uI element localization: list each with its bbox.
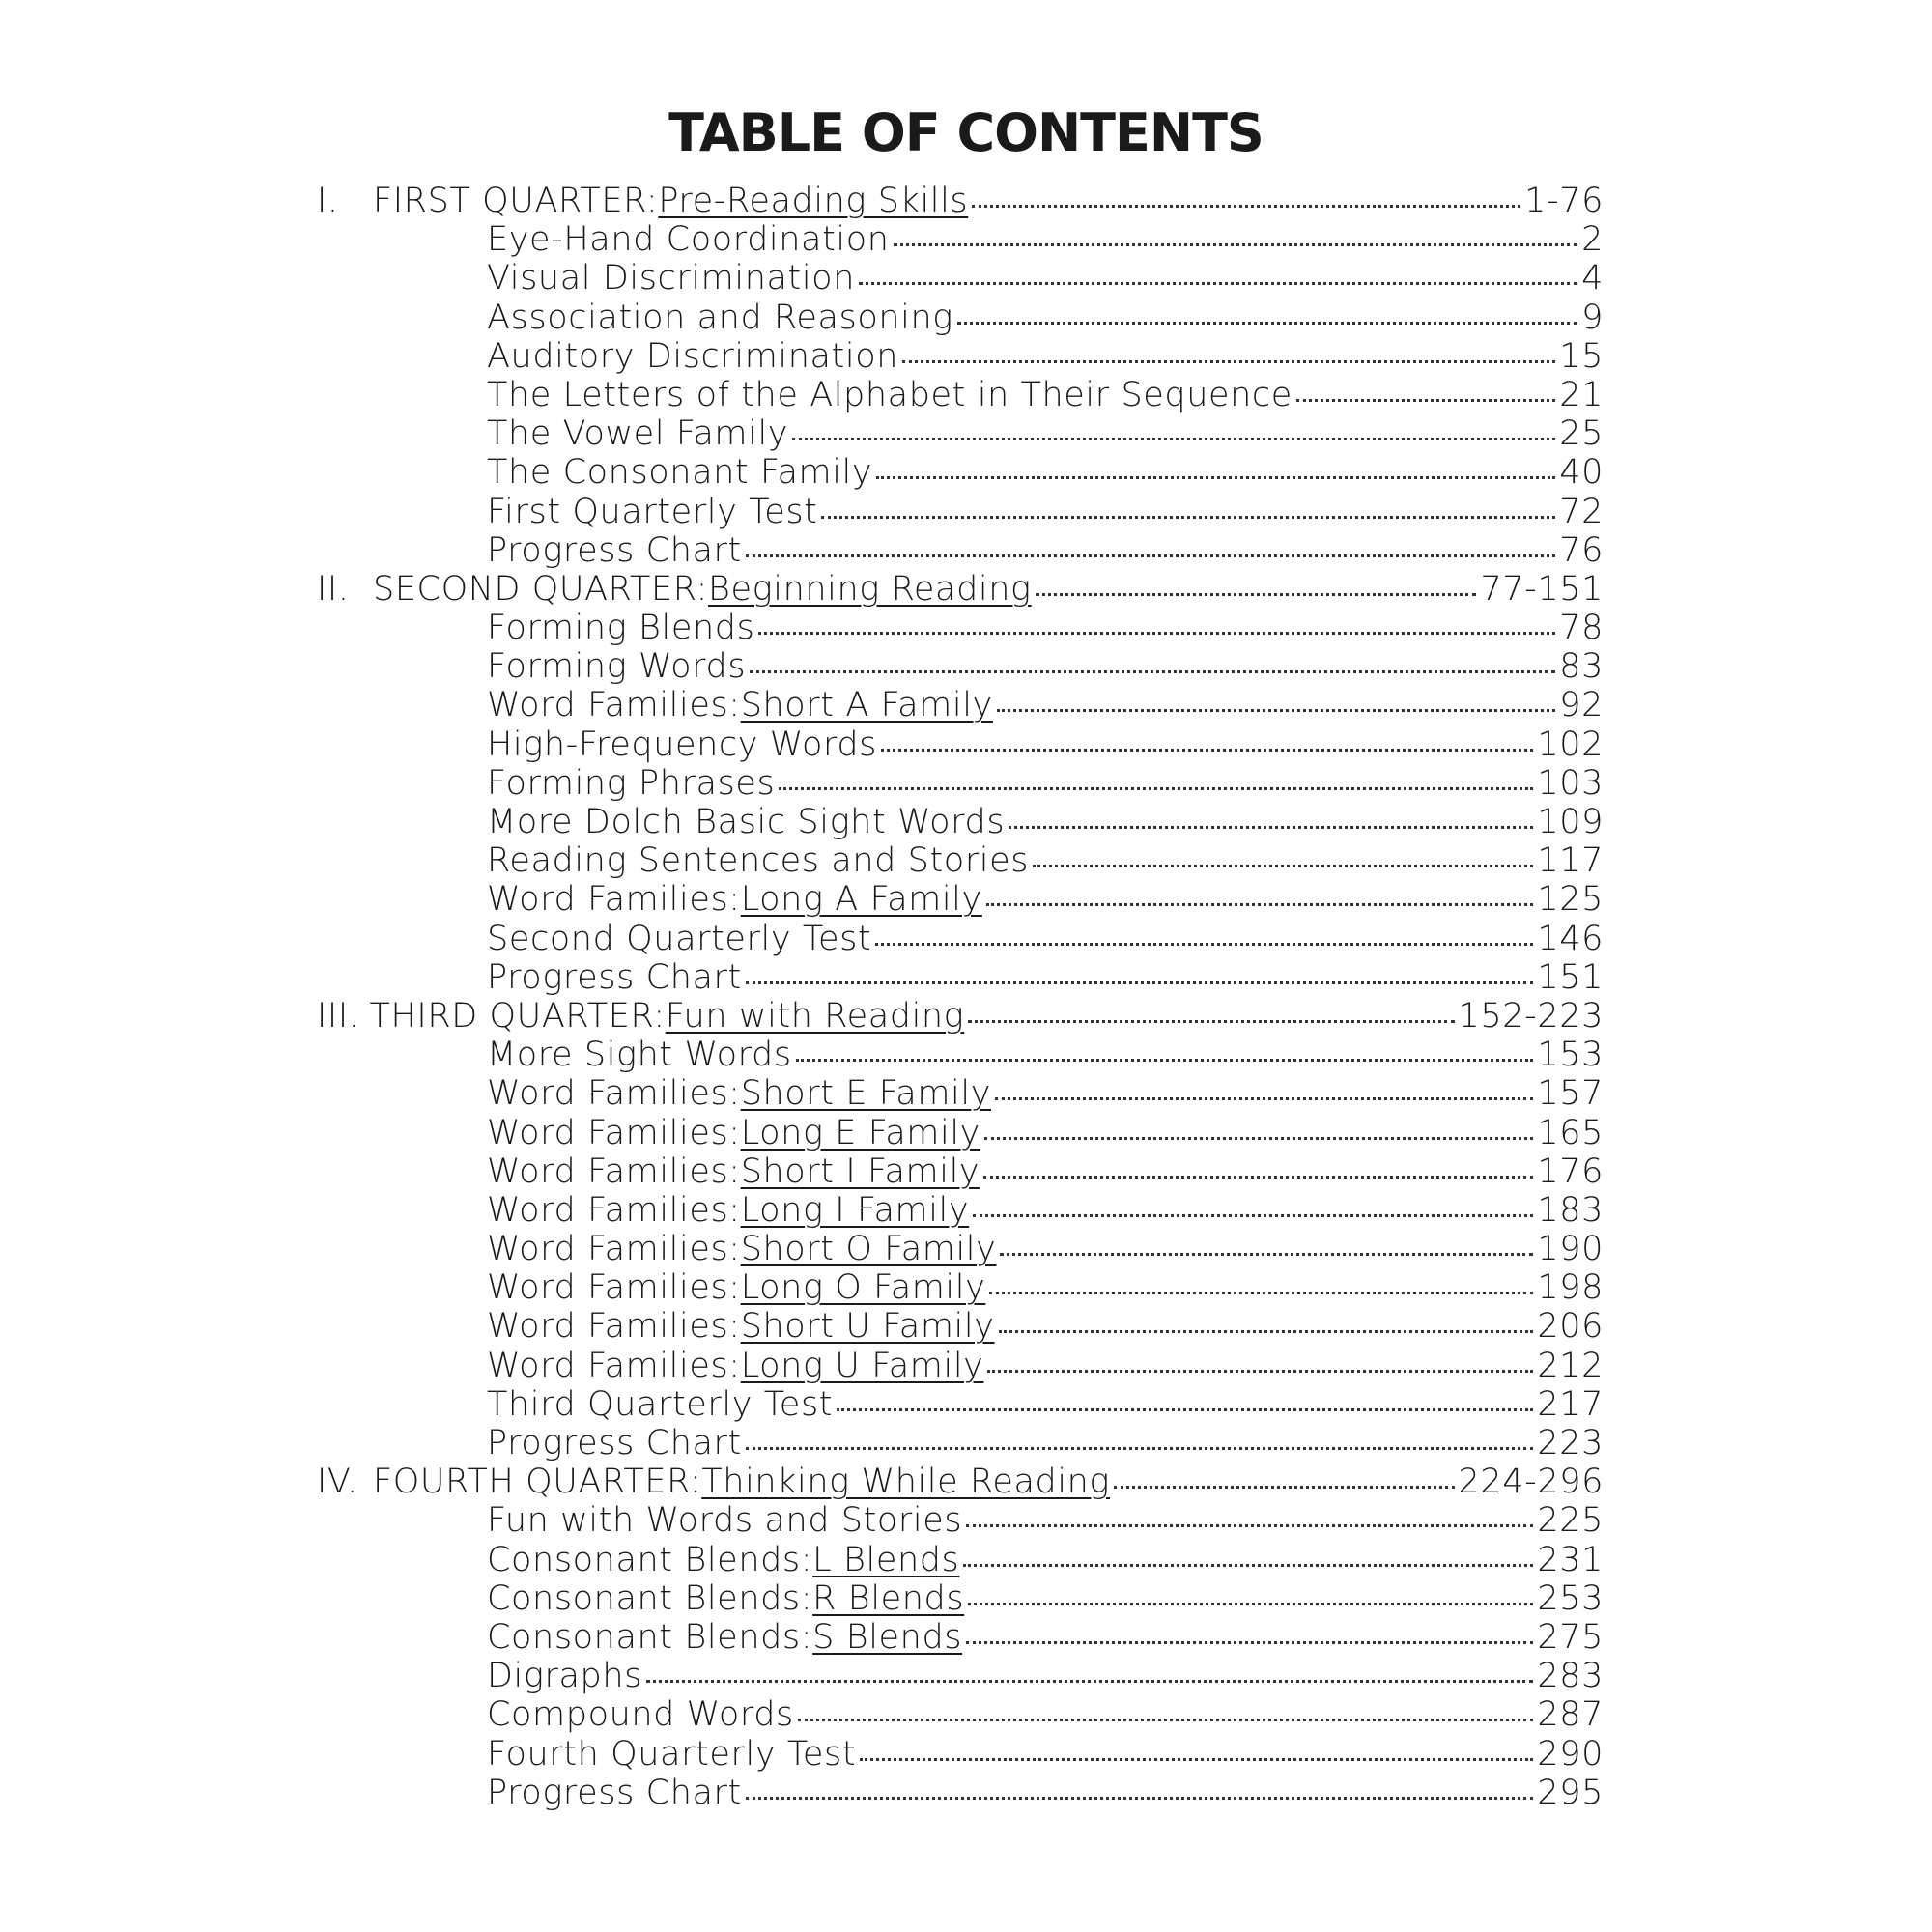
entry-title: Eye-Hand Coordination [487, 220, 890, 260]
page-number: 109 [1537, 803, 1604, 841]
page-number: 157 [1537, 1074, 1604, 1114]
page-number: 287 [1537, 1695, 1604, 1735]
entry-title: Forming Phrases [487, 763, 776, 803]
toc-entry [317, 1617, 1604, 1656]
toc-entry [317, 957, 1604, 996]
toc-entry [317, 336, 1604, 375]
toc-entry [317, 1423, 1604, 1462]
entry-title: Word Families: [487, 1190, 741, 1230]
entry-underlined-title: S Blends [812, 1617, 963, 1657]
entry-title: Word Families: [487, 1307, 741, 1347]
toc-entry [317, 840, 1604, 879]
page-number: 103 [1537, 763, 1604, 803]
dot-leader [986, 879, 1534, 910]
entry-title: Fourth Quarterly Test [487, 1734, 857, 1774]
entry-underlined-title: Long I Family [740, 1190, 970, 1230]
entry-title: Word Families: [487, 1268, 741, 1308]
page-number: 290 [1537, 1734, 1604, 1774]
toc-entry [317, 530, 1604, 569]
toc-section-heading [317, 181, 1604, 219]
dot-leader [1009, 802, 1533, 833]
dot-leader [989, 1267, 1533, 1298]
dot-leader [968, 1578, 1533, 1609]
entry-title: Word Families: [487, 1230, 741, 1269]
section-heading: THIRD QUARTER: [369, 996, 666, 1036]
entry-title: Forming Words [487, 647, 747, 687]
entry-title: Word Families: [487, 1346, 741, 1385]
toc-entry [317, 1773, 1604, 1811]
page-number: 2 [1581, 220, 1604, 260]
toc-entry [317, 492, 1604, 530]
toc-entry [317, 1190, 1604, 1229]
page-number: 25 [1559, 414, 1604, 454]
dot-leader [1033, 840, 1533, 871]
toc-entry [317, 413, 1604, 452]
section-numeral: II. [317, 569, 350, 609]
page-number: 102 [1537, 724, 1604, 764]
entry-underlined-title: Short A Family [740, 686, 993, 725]
entry-title: The Consonant Family [487, 453, 873, 493]
entry-underlined-title: Short U Family [740, 1307, 995, 1347]
toc-entry [317, 1035, 1604, 1073]
dot-leader [987, 1346, 1533, 1377]
entry-title: Consonant Blends: [487, 1578, 813, 1618]
dot-leader [966, 1617, 1533, 1648]
entry-title: Consonant Blends: [487, 1617, 813, 1657]
entry-title: Consonant Blends: [487, 1540, 813, 1579]
dot-leader [746, 1423, 1534, 1454]
toc-entry [317, 258, 1604, 297]
page-number: 223 [1537, 1424, 1604, 1463]
page-number: 76 [1559, 530, 1604, 570]
entry-title: Visual Discrimination [487, 259, 855, 298]
toc-entry [317, 879, 1604, 918]
table-of-contents [317, 181, 1604, 1811]
entry-title: Forming Blends [487, 609, 755, 648]
page-number: 9 [1581, 298, 1604, 337]
page-number: 212 [1537, 1346, 1604, 1385]
dot-leader [1000, 1229, 1533, 1260]
dot-leader [995, 1073, 1533, 1104]
dot-leader [876, 452, 1555, 483]
toc-entry [317, 1267, 1604, 1306]
entry-title: Word Families: [487, 686, 741, 725]
page-number: 176 [1537, 1151, 1604, 1191]
dot-leader [968, 996, 1454, 1027]
toc-entry [317, 802, 1604, 840]
dot-leader [963, 1540, 1533, 1571]
entry-underlined-title: Long E Family [740, 1113, 980, 1152]
page-number: 15 [1559, 336, 1604, 376]
entry-title: Progress Chart [487, 1424, 742, 1463]
page-number: 4 [1581, 259, 1604, 298]
entry-title: More Dolch Basic Sight Words [487, 803, 1006, 841]
section-heading: SECOND QUARTER: [373, 569, 708, 609]
entry-title: Digraphs [487, 1657, 642, 1696]
entry-title: Second Quarterly Test [487, 919, 872, 958]
page-number: 146 [1537, 919, 1604, 958]
page-number: 165 [1537, 1113, 1604, 1152]
dot-leader [984, 1113, 1533, 1144]
toc-entry [317, 219, 1604, 258]
toc-entry [317, 646, 1604, 685]
page-number: 206 [1537, 1307, 1604, 1347]
toc-section-heading [317, 996, 1604, 1035]
dot-leader [758, 608, 1555, 639]
dot-leader [1296, 375, 1555, 406]
page-number: 117 [1537, 841, 1604, 881]
dot-leader [999, 1306, 1534, 1337]
entry-underlined-title: Long U Family [740, 1346, 984, 1385]
section-subtitle: Pre-Reading Skills [658, 182, 969, 220]
entry-title: The Vowel Family [487, 414, 789, 454]
entry-title: Word Families: [487, 880, 741, 920]
toc-entry [317, 1734, 1604, 1773]
entry-title: The Letters of the Alphabet in Their Sequence [487, 375, 1293, 414]
entry-title: Compound Words [487, 1695, 794, 1735]
page-number: 92 [1559, 686, 1604, 725]
entry-underlined-title: L Blends [812, 1540, 960, 1579]
page-number: 231 [1537, 1540, 1604, 1579]
page-number: 217 [1537, 1384, 1604, 1424]
toc-entry [317, 298, 1604, 336]
page-number: 40 [1559, 453, 1604, 493]
page-range: 224-296 [1458, 1463, 1604, 1502]
dot-leader [798, 1694, 1534, 1725]
dot-leader [894, 219, 1578, 250]
toc-entry [317, 1384, 1604, 1423]
page-range: 152-223 [1458, 996, 1604, 1036]
entry-title: Progress Chart [487, 530, 742, 570]
dot-leader [750, 646, 1555, 677]
dot-leader [972, 181, 1520, 212]
toc-entry [317, 1113, 1604, 1151]
dot-leader [1114, 1462, 1455, 1492]
toc-entry [317, 1540, 1604, 1578]
page-number: 253 [1537, 1578, 1604, 1618]
entry-title: More Sight Words [487, 1036, 792, 1075]
entry-underlined-title: Short O Family [740, 1230, 997, 1269]
entry-title: Reading Sentences and Stories [487, 841, 1030, 881]
toc-entry [317, 1500, 1604, 1539]
toc-section-heading [317, 569, 1604, 608]
entry-title: Progress Chart [487, 957, 742, 997]
section-subtitle: Fun with Reading [665, 996, 965, 1036]
toc-entry [317, 685, 1604, 724]
entry-title: High-Frequency Words [487, 724, 877, 764]
page-number: 153 [1537, 1036, 1604, 1075]
entry-title: Auditory Discrimination [487, 336, 898, 376]
page-number: 21 [1559, 375, 1604, 414]
section-numeral: I. [317, 182, 339, 220]
dot-leader [859, 258, 1577, 289]
toc-entry [317, 452, 1604, 491]
toc-entry [317, 1306, 1604, 1345]
toc-entry [317, 608, 1604, 646]
entry-title: Word Families: [487, 1074, 741, 1114]
dot-leader [875, 919, 1533, 950]
page-number: 125 [1537, 880, 1604, 920]
toc-entry [317, 919, 1604, 957]
section-subtitle: Thinking While Reading [701, 1463, 1111, 1502]
dot-leader [902, 336, 1555, 367]
entry-title: Association and Reasoning [487, 298, 953, 337]
dot-leader [779, 763, 1533, 794]
dot-leader [860, 1734, 1533, 1765]
toc-entry [317, 1578, 1604, 1617]
toc-entry [317, 1229, 1604, 1267]
entry-title: Third Quarterly Test [487, 1384, 834, 1424]
toc-entry [317, 1073, 1604, 1112]
entry-underlined-title: Long A Family [740, 880, 982, 920]
page-title: TABLE OF CONTENTS [668, 102, 1264, 163]
page-number: 225 [1537, 1501, 1604, 1541]
entry-underlined-title: Long O Family [740, 1268, 986, 1308]
entry-title: Word Families: [487, 1151, 741, 1191]
page-number: 83 [1559, 647, 1604, 687]
page-number: 183 [1537, 1190, 1604, 1230]
dot-leader [957, 298, 1577, 328]
entry-underlined-title: Short E Family [740, 1074, 992, 1114]
entry-title: Fun with Words and Stories [487, 1501, 963, 1541]
entry-title: Progress Chart [487, 1773, 742, 1812]
toc-entry [317, 1151, 1604, 1190]
dot-leader [983, 1151, 1533, 1182]
toc-entry [317, 724, 1604, 763]
section-numeral: III. [317, 996, 360, 1036]
entry-underlined-title: R Blends [812, 1578, 965, 1618]
dot-leader [792, 413, 1555, 444]
page-number: 295 [1537, 1773, 1604, 1812]
section-subtitle: Beginning Reading [708, 569, 1032, 609]
entry-underlined-title: Short I Family [740, 1151, 980, 1191]
dot-leader [881, 724, 1533, 755]
page-number: 78 [1559, 609, 1604, 648]
dot-leader [997, 685, 1555, 716]
dot-leader [746, 530, 1555, 561]
toc-entry [317, 763, 1604, 802]
toc-entry [317, 1694, 1604, 1733]
page-number: 151 [1537, 957, 1604, 997]
page-range: 77-151 [1480, 569, 1604, 609]
dot-leader [837, 1384, 1533, 1415]
page-number: 283 [1537, 1657, 1604, 1696]
toc-entry [317, 1346, 1604, 1384]
page-number: 72 [1559, 492, 1604, 531]
section-heading: FOURTH QUARTER: [373, 1463, 702, 1502]
toc-section-heading [317, 1462, 1604, 1500]
dot-leader [1036, 569, 1477, 600]
toc-entry [317, 1656, 1604, 1694]
entry-title: First Quarterly Test [487, 492, 818, 531]
dot-leader [746, 957, 1534, 988]
section-heading: FIRST QUARTER: [373, 182, 659, 220]
toc-entry [317, 375, 1604, 413]
page-number: 275 [1537, 1617, 1604, 1657]
dot-leader [796, 1035, 1534, 1065]
section-numeral: IV. [317, 1463, 358, 1502]
dot-leader [646, 1656, 1533, 1687]
dot-leader [966, 1500, 1533, 1531]
page-number: 198 [1537, 1268, 1604, 1308]
entry-title: Word Families: [487, 1113, 741, 1152]
page-number: 190 [1537, 1230, 1604, 1269]
dot-leader [821, 492, 1555, 523]
page-range: 1-76 [1524, 182, 1604, 220]
dot-leader [746, 1773, 1534, 1804]
dot-leader [973, 1190, 1533, 1221]
